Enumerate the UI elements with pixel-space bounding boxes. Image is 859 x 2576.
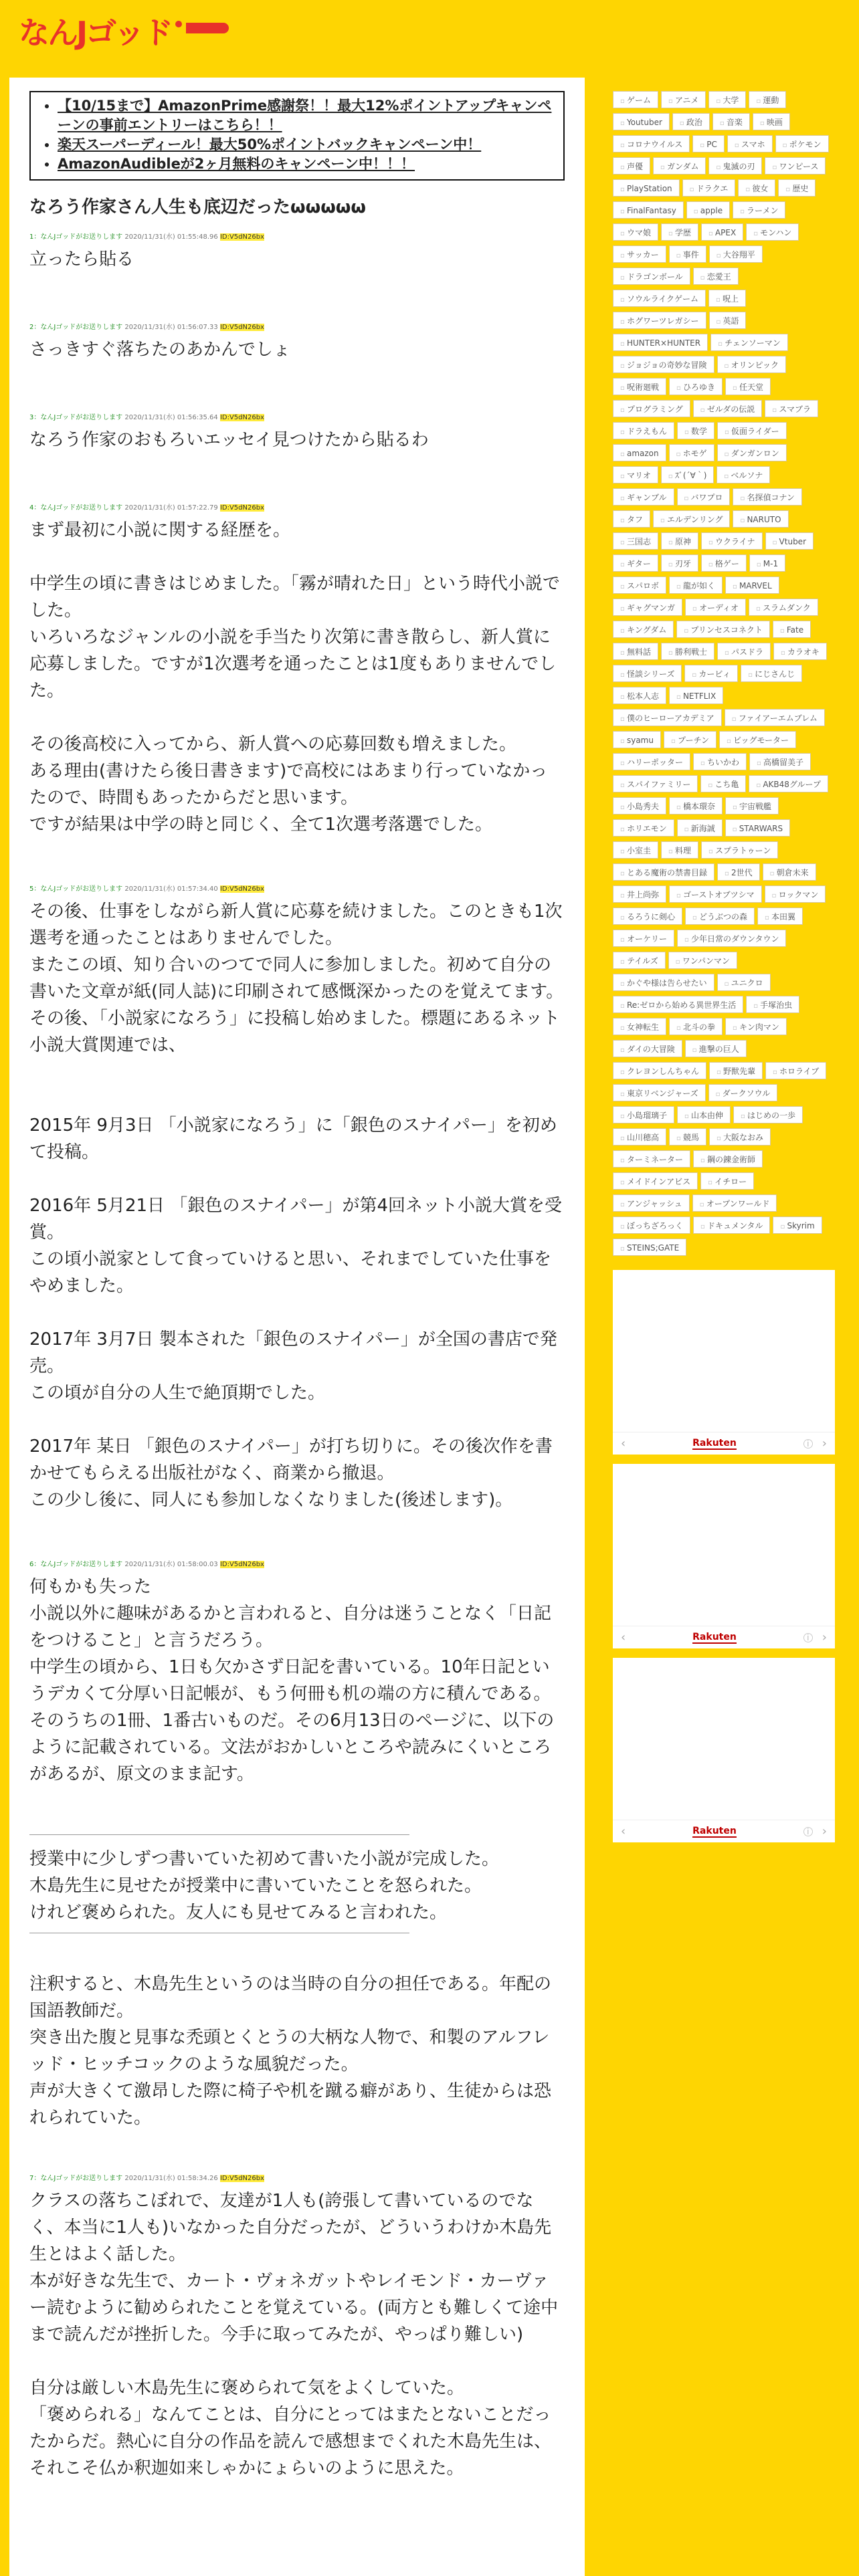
ad-banner[interactable] <box>613 1658 835 1842</box>
post-date: 2020/11/31(水) 01:57:22.79 <box>124 504 218 512</box>
tag-link[interactable]: ▫ ゲーム <box>613 91 658 108</box>
tag-link[interactable]: ▫ 高橋留美子 <box>749 753 811 770</box>
tag-link[interactable]: ▫ プログラミング <box>613 400 690 417</box>
tag-link[interactable]: ▫ エルデンリング <box>653 510 731 528</box>
ad-banner[interactable] <box>613 1464 835 1648</box>
post-meta <box>29 323 565 332</box>
post-body: さっきすぐ落ちたのあかんでしょ <box>29 340 291 360</box>
tag-link[interactable]: ▫ 格ゲー <box>701 554 747 572</box>
tag-link[interactable]: ▫ イチロー <box>700 1172 754 1190</box>
tag-link[interactable]: ▫ 仮面ライダー <box>717 422 787 439</box>
thread-title: なろう作家さん人生も底辺だったωωωωω <box>29 197 366 217</box>
tag-link[interactable]: ▫ ゼルダの伝説 <box>693 400 763 417</box>
tag-link[interactable]: ▫ AKB48グループ <box>749 775 828 792</box>
post-date: 2020/11/31(水) 01:56:35.64 <box>124 414 218 421</box>
tag-link[interactable]: ▫ Vtuber <box>765 532 814 550</box>
tag-link[interactable]: ▫ ワンパンマン <box>668 952 737 969</box>
post <box>29 323 565 363</box>
tag-link[interactable]: ▫ キングダム <box>613 621 674 638</box>
tag-link[interactable]: ▫ 鋼の錬金術師 <box>693 1150 763 1168</box>
tag-link[interactable]: ▫ テイルズ <box>613 952 666 969</box>
tag-link[interactable]: ▫ ドキュメンタル <box>693 1216 771 1234</box>
tag-link[interactable]: ▫ 三国志 <box>613 532 658 550</box>
tag-link[interactable]: ▫ 音楽 <box>712 113 750 130</box>
post-id: ID:V5dN26bx <box>219 414 264 421</box>
ad-footer <box>613 1820 835 1842</box>
tag-link[interactable]: ▫ ちいかわ <box>693 753 747 770</box>
tag-link[interactable]: ▫ 女神転生 <box>613 1018 666 1035</box>
tag-link[interactable]: ▫ どうぶつの森 <box>685 907 755 925</box>
tag-link[interactable]: ▫ ホロライブ <box>765 1062 826 1079</box>
tag-link[interactable]: ▫ ウマ娘 <box>613 223 658 241</box>
tag-link[interactable]: ▫ 大谷翔平 <box>709 245 763 263</box>
post-number: 7： <box>29 2175 41 2182</box>
tag-link[interactable]: ▫ 学歴 <box>661 223 698 241</box>
ad-footer <box>613 1626 835 1648</box>
tag-link[interactable]: ▫ サッカー <box>613 245 666 263</box>
tag-link[interactable]: ▫ Youtuber <box>613 113 670 130</box>
tag-link[interactable]: ▫ ドラゴンボール <box>613 267 690 285</box>
tag-link[interactable]: ▫ ギャグマンガ <box>613 599 682 616</box>
post-number: 6： <box>29 1561 41 1568</box>
quoted-diary <box>29 1834 565 1933</box>
tag-link[interactable]: ▫ スマホ <box>727 135 773 152</box>
post <box>29 233 565 273</box>
ad-brand-logo[interactable]: Rakuten <box>692 1825 737 1836</box>
article-container <box>9 78 585 2576</box>
tag-link[interactable]: ▫ STARWARS <box>725 819 790 837</box>
post-number: 1： <box>29 233 41 241</box>
tag-link[interactable]: ▫ 競馬 <box>669 1128 706 1146</box>
tag-link[interactable]: ▫ ファイアーエムブレム <box>725 709 825 726</box>
tag-link[interactable]: ▫ ドラえもん <box>613 422 674 439</box>
tag-link[interactable]: ▫ プーチン <box>664 731 717 748</box>
post <box>29 885 565 1513</box>
tag-link[interactable]: ▫ ギャンブル <box>613 488 674 506</box>
tag-link[interactable]: ▫ 呪術廻戦 <box>613 378 666 395</box>
tag-link[interactable]: ▫ スラムダンク <box>749 599 818 616</box>
tag-link[interactable]: ▫ ロックマン <box>765 885 826 903</box>
tag-link[interactable]: ▫ こち亀 <box>700 775 746 792</box>
tag-link[interactable]: ▫ カービィ <box>684 665 738 682</box>
post-number: 3： <box>29 414 41 421</box>
tag-link[interactable]: ▫ 無料話 <box>613 643 658 660</box>
post-date: 2020/11/31(水) 01:57:34.40 <box>124 885 218 893</box>
tag-link[interactable]: ▫ 2世代 <box>717 863 760 881</box>
tag-link[interactable]: ▫ ｽﾞ(´∀｀) <box>661 466 714 484</box>
tag-link[interactable]: ▫ 山川穂高 <box>613 1128 666 1146</box>
post-body: 何もかも失った 小説以外に趣味があるかと言われると、自分は迷うことなく「日記をつけること」と言うだろう。 中学生の頃から、1日も欠かさず日記を書いている。10年日記というデカくて分厚い日記帳が、もう何冊も机の端の方に積んである。 そのうちの1冊、1番古いものだ。その6月13日のページに、以下のように記載されている。文法がおかしいところや読みにくいところがあるが、原文のまま記す。 <box>29 1577 555 1784</box>
tag-link[interactable]: ▫ 宇宙戦艦 <box>725 797 779 815</box>
tag-link[interactable]: ▫ 大学 <box>708 91 746 108</box>
tag-link[interactable]: ▫ スマブラ <box>765 400 818 417</box>
tag-link[interactable]: ▫ 刃牙 <box>661 554 698 572</box>
tag-link[interactable]: ▫ アニメ <box>661 91 706 108</box>
post-author: なんJゴッドがお送りします <box>40 2175 123 2182</box>
tag-link[interactable]: ▫ コロナウイルス <box>613 135 690 152</box>
post-date: 2020/11/31(水) 01:55:48.96 <box>124 233 218 241</box>
tag-link[interactable]: ▫ 数学 <box>677 422 714 439</box>
tag-link[interactable]: ▫ 小室圭 <box>613 841 658 859</box>
tag-link[interactable]: ▫ ドラクエ <box>682 179 736 197</box>
tag-link[interactable]: ▫ スパイファミリー <box>613 775 698 792</box>
post <box>29 413 565 453</box>
tag-link[interactable]: ▫ 野獣先輩 <box>709 1062 763 1079</box>
tag-link[interactable]: ▫ マリオ <box>613 466 658 484</box>
tag-link[interactable]: ▫ APEX <box>701 223 743 241</box>
tag-link[interactable]: ▫ ガンダム <box>653 157 706 175</box>
tag-link[interactable]: ▫ NARUTO <box>733 510 788 528</box>
chevron-right-icon[interactable]: › <box>822 1630 827 1644</box>
post-author: なんJゴッドがお送りします <box>40 414 123 421</box>
tag-link[interactable]: ▫ パスドラ <box>717 643 771 660</box>
tag-link[interactable]: ▫ Fate <box>773 621 811 638</box>
post-meta <box>29 1560 565 1570</box>
tag-link[interactable]: ▫ ダークソウル <box>708 1084 778 1101</box>
tag-link[interactable]: ▫ 声優 <box>613 157 650 175</box>
tag-link[interactable]: ▫ スパロボ <box>613 576 666 594</box>
post-meta <box>29 885 565 894</box>
post-author: なんJゴッドがお送りします <box>40 233 123 241</box>
tag-link[interactable]: ▫ 事件 <box>669 245 706 263</box>
post-author: なんJゴッドがお送りします <box>40 504 123 512</box>
tag-link[interactable]: ▫ 僕のヒーローアカデミア <box>613 709 722 726</box>
post-author: なんJゴッドがお送りします <box>40 324 123 331</box>
post-id: ID:V5dN26bx <box>219 504 264 512</box>
post-body: 授業中に少しずつ書いていた初めて書いた小説が完成した。 木島先生に見せたが授業中に書いていたことを怒られた。 けれど褒められた。友人にも見せてみると言われた。 <box>29 1849 500 1923</box>
post-number: 5： <box>29 885 41 893</box>
tag-link[interactable]: ▫ 任天堂 <box>725 378 771 395</box>
info-icon[interactable]: i <box>803 1439 813 1448</box>
tag-link[interactable]: ▫ ウクライナ <box>701 532 763 550</box>
tag-link[interactable]: ▫ MARVEL <box>725 576 779 594</box>
tag-link[interactable]: ▫ メイドインアビス <box>613 1172 698 1190</box>
tag-link[interactable]: ▫ NETFLIX <box>669 687 723 704</box>
post-body: なろう作家のおもろいエッセイ見つけたから貼るわ <box>29 430 429 450</box>
tag-link[interactable]: ▫ 橋本環奈 <box>669 797 723 815</box>
tag-link[interactable]: ▫ HUNTER×HUNTER <box>613 334 708 351</box>
tag-link[interactable]: ▫ プリンセスコネクト <box>676 621 770 638</box>
tag-link[interactable]: ▫ FinalFantasy <box>613 201 684 219</box>
divider <box>29 1834 409 1835</box>
tag-link[interactable]: ▫ ダンガンロン <box>717 444 787 461</box>
tag-link[interactable]: ▫ PlayStation <box>613 179 680 197</box>
tag-link[interactable]: ▫ ギター <box>613 554 658 572</box>
tag-link[interactable]: ▫ 大阪なおみ <box>709 1128 771 1146</box>
site-logo[interactable] <box>19 15 229 51</box>
tag-link[interactable]: ▫ 新海誠 <box>677 819 723 837</box>
ad-brand-logo[interactable]: Rakuten <box>692 1437 737 1448</box>
post-meta <box>29 504 565 513</box>
post-id: ID:V5dN26bx <box>219 1561 264 1568</box>
tag-link[interactable]: ▫ ハリーポッター <box>613 753 690 770</box>
tag-link[interactable]: ▫ オーケリー <box>613 930 674 947</box>
tag-link[interactable]: ▫ ベルソナ <box>717 466 770 484</box>
tag-link[interactable]: ▫ ラーメン <box>733 201 785 219</box>
tag-link[interactable]: ▫ はじめの一歩 <box>733 1106 803 1123</box>
tag-link[interactable]: ▫ PC <box>692 135 725 152</box>
chevron-left-icon[interactable]: ‹ <box>621 1630 626 1644</box>
tag-link[interactable]: ▫ 龍が如く <box>669 576 723 594</box>
tag-link[interactable]: ▫ ワンピース <box>765 157 826 175</box>
promo-link[interactable]: • AmazonAudibleが2ヶ月無料のキャンペーン中！！！ <box>58 154 553 174</box>
tag-link[interactable]: ▫ ビッグモーター <box>719 731 796 748</box>
ad-footer <box>613 1432 835 1455</box>
tag-link[interactable]: ▫ とある魔術の禁書目録 <box>613 863 714 881</box>
info-icon[interactable]: i <box>803 1827 813 1836</box>
tag-link[interactable]: ▫ 映画 <box>753 113 790 130</box>
promo-box <box>29 91 565 181</box>
tag-link[interactable]: ▫ オリンピック <box>717 356 787 373</box>
tag-link[interactable]: ▫ 山本由伸 <box>677 1106 731 1123</box>
post-body: まず最初に小説に関する経歴を。 中学生の頃に書きはじめました。「霧が晴れた日」という時代小説でした。 いろいろなジャンルの小説を手当たり次第に書き散らし、新人賞に応募しました。ですが1次選考を通ったことは1度もありませんでした。 その後高校に入ってから、新人賞への応募回数も増えました。 ある理由(書けたら後日書きます)で高校にはあまり行っていなかったので、時間もあったからだと思います。 ですが結果は中学の時と同じく、全て1次選考落選でした。 <box>29 520 561 835</box>
post-date: 2020/11/31(水) 01:58:34.26 <box>124 2175 218 2182</box>
post-meta <box>29 233 565 242</box>
tag-link[interactable]: ▫ 名探偵コナン <box>733 488 801 506</box>
tag-link[interactable]: ▫ 手塚治虫 <box>746 996 799 1013</box>
tag-link[interactable]: ▫ 鬼滅の刃 <box>708 157 762 175</box>
tag-link[interactable]: ▫ 恋愛王 <box>693 267 739 285</box>
tag-link[interactable]: ▫ ジョジョの奇妙な冒険 <box>613 356 714 373</box>
tag-link[interactable]: ▫ 東京リベンジャーズ <box>613 1084 706 1101</box>
tag-link[interactable]: ▫ にじさんじ <box>741 665 802 682</box>
tag-link[interactable]: ▫ 政治 <box>672 113 710 130</box>
tag-link[interactable]: ▫ 運動 <box>749 91 786 108</box>
post-number: 2： <box>29 324 41 331</box>
tag-link[interactable]: ▫ ホグワーツレガシー <box>613 312 706 329</box>
tag-link[interactable]: ▫ amazon <box>613 444 666 461</box>
tag-link[interactable]: ▫ キン肉マン <box>725 1018 787 1035</box>
ad-brand-logo[interactable]: Rakuten <box>692 1631 737 1642</box>
tag-link[interactable]: ▫ ゴーストオブツシマ <box>669 885 762 903</box>
logo-text: なんJゴッド <box>19 15 172 51</box>
tag-link[interactable]: ▫ 料理 <box>661 841 698 859</box>
post-number: 4： <box>29 504 41 512</box>
promo-link[interactable]: • 楽天スーパーディール！最大50%ポイントバックキャンペーン中！ <box>58 135 553 154</box>
post-meta <box>29 413 565 423</box>
chevron-left-icon[interactable]: ‹ <box>621 1824 626 1838</box>
tag-link[interactable]: ▫ スプラトゥーン <box>701 841 778 859</box>
tag-link[interactable]: ▫ 彼女 <box>738 179 775 197</box>
post-body: その後、仕事をしながら新人賞に応募を続けました。このときも1次選考を通ったことはありませんでした。 またこの頃、知り合いのつてで同人に参加しました。初めて自分の書いた文章が紙(同人誌)に印刷されて感慨深かったのを覚えてます。 その後、「小説家になろう」に投稿し始めました。標題にあるネット小説大賞関連では、 2015年 9月3日 「小説家になろう」に「銀色のスナイパー」を初めて投稿。 2016年 5月21日 「銀色のスナイパー」が第4回ネット小説大賞を受賞。 この頃小説家として食っていけると思い、それまでしていた仕事をやめました。 2017年 3月7日 製本された「銀色のスナイパー」が全国の書店で発売。 この頃が自分の人生で絶頂期でした。 2017年 某日 「銀色のスナイパー」が打ち切りに。その後次作を書かせてもらえる出版社がなく、商業から撤退。 この少し後に、同人にも参加しなくなりました(後述します)。 <box>29 901 564 1510</box>
tag-link[interactable]: ▫ チェンソーマン <box>710 334 788 351</box>
tag-link[interactable]: ▫ 進撃の巨人 <box>685 1040 747 1057</box>
tag-link[interactable]: ▫ 本田翼 <box>757 907 803 925</box>
post-author: なんJゴッドがお送りします <box>40 885 123 893</box>
post-author: なんJゴッドがお送りします <box>40 1561 123 1568</box>
post <box>29 504 565 838</box>
tag-link[interactable]: ▫ カラオキ <box>773 643 827 660</box>
tag-link[interactable]: ▫ るろうに剣心 <box>613 907 682 925</box>
tag-link[interactable]: ▫ オープンワールド <box>692 1194 777 1212</box>
post-continued <box>29 1971 565 2131</box>
tag-link[interactable]: ▫ STEINS;GATE <box>613 1239 686 1256</box>
tag-link[interactable]: ▫ Re:ゼロから始める異世界生活 <box>613 996 743 1013</box>
tag-link[interactable]: ▫ ターミネーター <box>613 1150 690 1168</box>
chevron-right-icon[interactable]: › <box>822 1436 827 1451</box>
tag-link[interactable]: ▫ 勝利戦士 <box>661 643 714 660</box>
tag-link[interactable]: ▫ 朝倉未来 <box>763 863 816 881</box>
tag-link[interactable]: ▫ ダイの大冒険 <box>613 1040 682 1057</box>
post-meta <box>29 2174 565 2183</box>
tag-link[interactable]: ▫ 小島秀夫 <box>613 797 666 815</box>
logo-tail-decoration <box>186 23 229 33</box>
post-date: 2020/11/31(水) 01:58:00.03 <box>124 1561 218 1568</box>
tag-link[interactable]: ▫ アンジャッシュ <box>613 1194 690 1212</box>
tag-link[interactable]: ▫ 松本人志 <box>613 687 666 704</box>
post-id: ID:V5dN26bx <box>219 2175 264 2182</box>
tag-link[interactable]: ▫ 原神 <box>661 532 698 550</box>
tag-link[interactable]: ▫ かぐや様は告らせたい <box>613 974 714 991</box>
tag-link[interactable]: ▫ クレヨンしんちゃん <box>613 1062 706 1079</box>
promo-link[interactable]: • 【10/15まで】AmazonPrime感謝祭！！最大12%ポイントアップキャンペーンの事前エントリーはこちら！！ <box>58 96 553 135</box>
tag-link[interactable]: ▫ ユニクロ <box>717 974 771 991</box>
tag-link[interactable]: ▫ 北斗の拳 <box>669 1018 723 1035</box>
logo-dot-decoration <box>175 21 182 27</box>
chevron-right-icon[interactable]: › <box>822 1824 827 1838</box>
tag-link[interactable]: ▫ syamu <box>613 731 661 748</box>
tag-link[interactable]: ▫ ひろゆき <box>669 378 723 395</box>
tag-link[interactable]: ▫ 怪談シリーズ <box>613 665 682 682</box>
tag-link[interactable]: ▫ 英語 <box>709 312 747 329</box>
tag-link[interactable]: ▫ オーディオ <box>685 599 746 616</box>
tag-link[interactable]: ▫ ホリエモン <box>613 819 674 837</box>
tag-link[interactable]: ▫ 井上尚弥 <box>613 885 666 903</box>
tag-link[interactable]: ▫ バワプロ <box>677 488 731 506</box>
post-id: ID:V5dN26bx <box>219 885 264 893</box>
tag-link[interactable]: ▫ ホモゲ <box>669 444 714 461</box>
post-body: 注釈すると、木島先生というのは当時の自分の担任である。年配の国語教師だ。 突き出た腹と見事な禿頭とくとうの大柄な人物で、和製のアルフレッド・ヒッチコックのような風貌だった。 声が大きくて激昂した際に椅子や机を蹴る癖があり、生徒からは恐れられていた。 <box>29 1974 552 2128</box>
post-body: 立ったら貼る <box>29 249 134 270</box>
tag-link[interactable]: ▫ Skyrim <box>773 1216 822 1234</box>
tag-link[interactable]: ▫ 呪上 <box>708 290 746 307</box>
tag-cloud <box>613 91 835 1261</box>
ad-banner[interactable] <box>613 1270 835 1455</box>
tag-link[interactable]: ▫ ソウルライクゲーム <box>613 290 706 307</box>
info-icon[interactable]: i <box>803 1633 813 1642</box>
tag-link[interactable]: ▫ M-1 <box>749 554 785 572</box>
post-body: クラスの落ちこぼれで、友達が1人も(誇張して書いているのでなく、本当に1人も)いなかった自分だったが、どういうわけか木島先生とはよく話した。 本が好きな先生で、カート・ヴォネガットやレイモンド・カーヴァー読むように勧められたことを覚えている。(両方とも難しくて途中まで読んだが挫折した。今手に取ってみたが、やっぱり難しい) 自分は厳しい木島先生に褒められて気をよくしていた。 「褒められる」なんてことは、自分にとってはまたとないことだったからだ。熱心に自分の作品を読んで感想までくれた木島先生は、それこそ仏か釈迦如来しゃかにょらいのように思えた。 <box>29 2191 559 2478</box>
post <box>29 1560 565 1788</box>
sidebar <box>613 91 835 1842</box>
tag-link[interactable]: ▫ 歴史 <box>778 179 816 197</box>
tag-link[interactable]: ▫ 少年日常のダウンタウン <box>677 930 787 947</box>
tag-link[interactable]: ▫ モンハン <box>746 223 799 241</box>
post <box>29 2174 565 2482</box>
post-id: ID:V5dN26bx <box>219 233 264 241</box>
tag-link[interactable]: ▫ apple <box>686 201 730 219</box>
chevron-left-icon[interactable]: ‹ <box>621 1436 626 1451</box>
post-id: ID:V5dN26bx <box>219 324 264 331</box>
post-date: 2020/11/31(水) 01:56:07.33 <box>124 324 218 331</box>
tag-link[interactable]: ▫ タフ <box>613 510 650 528</box>
tag-link[interactable]: ▫ 小島瑠璃子 <box>613 1106 674 1123</box>
tag-link[interactable]: ▫ ぼっちざろっく <box>613 1216 690 1234</box>
tag-link[interactable]: ▫ ポケモン <box>775 135 829 152</box>
